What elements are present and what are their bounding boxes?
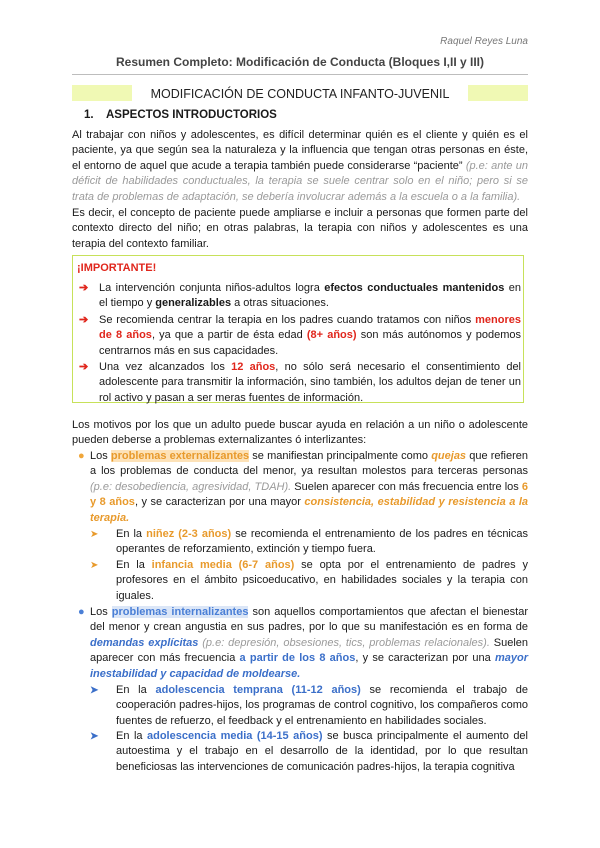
item-text: se recomienda el entrenamiento de los padres en técnicas operantes de reforzamiento, extinción y tiempo fuera.	[116, 528, 528, 556]
term-internalizing: problemas internalizantes	[111, 606, 249, 618]
item-text: , ya que a partir de ésta edad	[151, 329, 307, 342]
item-text: Suelen aparecer con más frecuencia	[90, 636, 529, 665]
term-quejas: quejas	[431, 450, 467, 462]
item-text: en el tiempo y	[99, 282, 521, 310]
stage-term: infancia media (6-7 años)	[151, 559, 295, 571]
important-box	[72, 255, 524, 403]
item-text: son aquellos comportamientos que afectan el bienestar del menor y crean angustia en sus padres, por lo que su manifestación es en forma de	[90, 606, 528, 634]
item-text: En la	[116, 684, 156, 696]
chevron-right-icon: ➤	[90, 731, 99, 742]
item-emphasis: generalizables	[155, 297, 232, 310]
intro-paragraph-2: Es decir, el concepto de paciente puede ampliarse e incluir a personas que formen parte del contexto directo del niño; en otras palabras, la terapia con niños y adolescentes es una terapia del contexto familiar.	[72, 207, 528, 250]
stage-term: niñez (2-3 años)	[146, 528, 232, 540]
item-emphasis: efectos conductuales mantenidos	[324, 282, 505, 294]
item-text: se manifiestan principalmente como	[249, 450, 432, 462]
title-highlight-right	[468, 85, 528, 101]
traits-text: mayor inestabilidad y capacidad de moldearse.	[90, 652, 528, 680]
item-text: Una vez alcanzados los	[99, 361, 232, 373]
intro-example-note: (p.e: ante un déficit de habilidades conductuales, la terapia se suele centrar solo en el niño; pero si se trata de problemas de adaptación, se debería involucrar además a la escuela o a la familia).	[72, 159, 528, 203]
important-item	[79, 313, 521, 359]
important-heading: ¡IMPORTANTE!	[77, 262, 157, 274]
term-demandas: demandas explícitas	[90, 636, 199, 649]
item-text: , y se caracterizan por una	[355, 652, 495, 665]
list-item-internal	[72, 605, 528, 682]
item-text: Se recomienda centrar la terapia en los padres cuando tratamos con niños	[99, 314, 476, 326]
bullet-icon: ●	[78, 450, 85, 462]
item-text: En la	[116, 730, 147, 742]
sub-item	[90, 729, 528, 775]
item-text: En la	[116, 559, 152, 571]
item-text: se busca principalmente el aumento del autoestima y el trabajo en el desarrollo de la identidad, por lo que resultan beneficiosas las intervenciones de comunicación padres-hijos, la terapia cognitiva	[116, 730, 528, 773]
stage-term: adolescencia media (14-15 años)	[147, 730, 323, 742]
document-title: Resumen Completo: Modificación de Conducta (Bloques I,II y III)	[115, 55, 485, 69]
age-range: 6 y 8 años	[90, 480, 528, 509]
traits-text: consistencia, estabilidad y resistencia a la terapia.	[90, 496, 528, 524]
item-text: que refieren a los problemas de conducta del menor, ya resultan molestos para terceras personas	[90, 450, 529, 478]
item-text: , y se caracterizan por una mayor	[134, 496, 305, 509]
author-name: Raquel Reyes Luna	[440, 36, 528, 47]
item-text: En la	[116, 528, 147, 540]
arrow-icon: ➔	[79, 282, 89, 294]
example-note: (p.e: depresión, obsesiones, tics, problemas relacionales).	[198, 636, 490, 649]
intro-paragraph-1	[72, 128, 528, 205]
item-emphasis: menores de 8 años	[99, 314, 521, 342]
header-rule	[72, 74, 528, 75]
section-title-text: MODIFICACIÓN DE CONDUCTA INFANTO-JUVENIL	[150, 86, 450, 101]
item-text: Los	[90, 450, 111, 462]
subheading-number: 1.	[84, 109, 94, 121]
subheading-text: ASPECTOS INTRODUCTORIOS	[106, 109, 277, 121]
list-item-external	[72, 449, 528, 526]
chevron-right-icon: ➤	[90, 529, 99, 540]
arrow-icon: ➔	[79, 361, 89, 373]
item-text: se opta por el entrenamiento de padres y profesores en el ámbito psicoeducativo, en habilidades sociales y la terapia con iguales.	[116, 559, 528, 602]
section-title	[72, 85, 528, 102]
age-range: a partir de los 8 años	[239, 652, 356, 665]
example-note: (p.e: desobediencia, agresividad, TDAH).	[90, 480, 292, 493]
important-item	[79, 360, 521, 406]
item-emphasis: 12 años	[231, 361, 276, 373]
item-text: La intervención conjunta niños-adultos logra	[99, 282, 325, 294]
item-text: Suelen aparecer con más frecuencia entre los	[291, 480, 522, 493]
sub-item	[90, 527, 528, 558]
sub-item	[90, 683, 528, 729]
arrow-icon: ➔	[79, 314, 89, 326]
intro-text: Al trabajar con niños y adolescentes, es difícil determinar quién es el cliente y quién es el paciente, ya que según sea la naturaleza y la influencia que tengan otras personas en éste, el entorno de aquel que acude a terapia también puede considerarse “paciente”	[72, 129, 528, 172]
chevron-right-icon: ➤	[90, 685, 99, 696]
item-text: son más autónomos y podemos centrarnos más en sus capacidades.	[99, 329, 521, 357]
motives-lead: Los motivos por los que un adulto puede buscar ayuda en relación a un niño o adolescente pueden deberse a problemas externalizantes ó interlizantes:	[72, 419, 528, 447]
stage-term: adolescencia temprana (11-12 años)	[155, 684, 361, 696]
item-text: , no sólo será necesario el consentimiento del adolescente para transmitir la información, sino también, los adultos dejan de tener un rol activo y pasan a ser meras fuentes de información.	[99, 361, 522, 404]
bullet-icon: ●	[78, 606, 85, 618]
item-text: se recomienda el trabajo de cooperación padres-hijos, los programas de control cognitivo, los compañeros como fuentes de refuerzo, el feedback y el entrenamiento en habilidades sociales.	[116, 684, 528, 727]
term-externalizing: problemas externalizantes	[110, 450, 250, 462]
important-item	[79, 281, 521, 312]
sub-item	[90, 558, 528, 604]
item-text: Los	[90, 606, 112, 618]
chevron-right-icon: ➤	[90, 560, 99, 571]
title-highlight-left	[72, 85, 132, 101]
subheading	[84, 109, 277, 121]
item-text: a otras situaciones.	[231, 297, 329, 310]
item-emphasis: (8+ años)	[306, 329, 357, 342]
